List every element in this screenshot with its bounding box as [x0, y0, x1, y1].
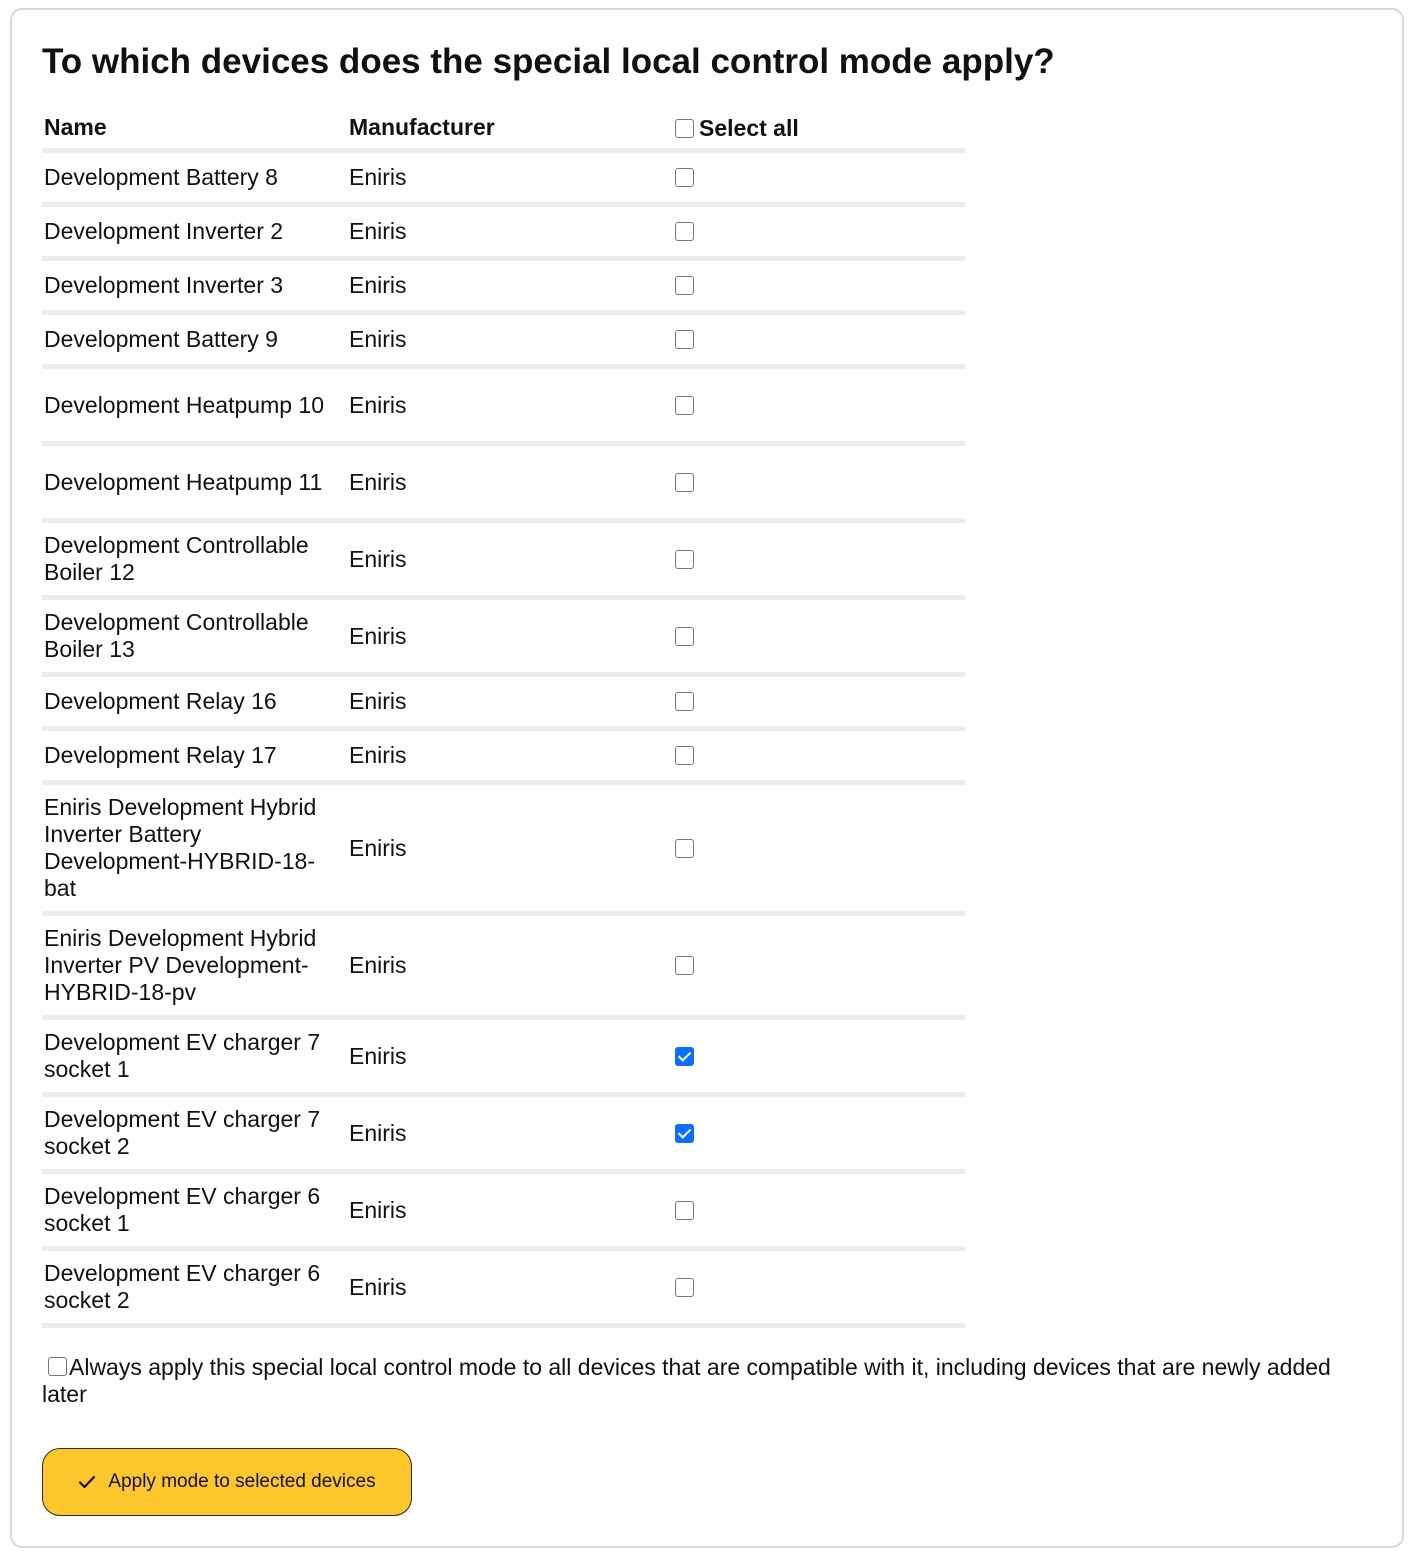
device-manufacturer: Eniris [349, 391, 407, 418]
device-select-checkbox[interactable] [675, 330, 694, 349]
device-select-checkbox[interactable] [675, 1047, 694, 1066]
device-manufacturer: Eniris [349, 1042, 407, 1069]
device-name: Development Heatpump 10 [44, 391, 324, 418]
device-manufacturer: Eniris [349, 164, 407, 190]
device-name: Development Battery 9 [44, 326, 278, 352]
table-row [42, 446, 965, 523]
device-select-checkbox[interactable] [675, 839, 694, 858]
device-manufacturer: Eniris [349, 952, 407, 978]
device-name: Eniris Development Hybrid Inverter Battery Development-HYBRID-18-bat [44, 794, 317, 901]
column-header-name: Name [44, 113, 107, 140]
device-name: Development Controllable Boiler 12 [44, 532, 309, 585]
device-name: Development Relay 16 [44, 688, 277, 714]
device-manufacturer: Eniris [349, 1119, 407, 1146]
select-all-checkbox[interactable] [675, 119, 694, 138]
table-row [42, 785, 965, 916]
device-manufacturer: Eniris [349, 622, 407, 649]
device-manufacturer: Eniris [349, 326, 407, 352]
apply-mode-button-label: Apply mode to selected devices [108, 1471, 376, 1492]
device-select-checkbox[interactable] [675, 396, 694, 415]
table-row [42, 315, 965, 369]
table-row [42, 916, 965, 1020]
table-row [42, 677, 965, 731]
device-select-checkbox[interactable] [675, 276, 694, 295]
device-manufacturer: Eniris [349, 545, 407, 572]
table-row [42, 600, 965, 677]
device-manufacturer: Eniris [349, 1273, 407, 1300]
table-row [42, 153, 965, 207]
device-select-checkbox[interactable] [675, 168, 694, 187]
device-name: Eniris Development Hybrid Inverter PV Development-HYBRID-18-pv [44, 925, 317, 1005]
device-select-checkbox[interactable] [675, 627, 694, 646]
always-apply-checkbox[interactable] [48, 1357, 67, 1376]
select-all-control[interactable] [675, 115, 799, 142]
device-name: Development Battery 8 [44, 164, 278, 190]
device-select-checkbox[interactable] [675, 746, 694, 765]
select-all-label: Select all [699, 114, 799, 141]
device-manufacturer: Eniris [349, 272, 407, 298]
device-name: Development EV charger 6 socket 1 [44, 1183, 321, 1236]
table-row [42, 1020, 965, 1097]
device-name: Development Inverter 3 [44, 272, 284, 298]
table-row [42, 369, 965, 446]
device-select-checkbox[interactable] [675, 1278, 694, 1297]
table-row [42, 523, 965, 600]
device-name: Development Heatpump 11 [44, 468, 323, 495]
device-select-checkbox[interactable] [675, 550, 694, 569]
device-name: Development EV charger 6 socket 2 [44, 1260, 321, 1313]
device-select-checkbox[interactable] [675, 1124, 694, 1143]
table-body [42, 153, 965, 1328]
check-icon [78, 1475, 96, 1489]
device-manufacturer: Eniris [349, 468, 407, 495]
device-select-checkbox[interactable] [675, 222, 694, 241]
device-name: Development Inverter 2 [44, 218, 284, 244]
device-manufacturer: Eniris [349, 834, 407, 861]
always-apply-option[interactable] [42, 1354, 1342, 1408]
device-select-checkbox[interactable] [675, 473, 694, 492]
device-name: Development Relay 17 [44, 742, 277, 768]
device-manufacturer: Eniris [349, 742, 407, 768]
page-title: To which devices does the special local control mode apply? [42, 42, 1055, 81]
devices-table [42, 106, 965, 1328]
device-name: Development EV charger 7 socket 1 [44, 1029, 321, 1082]
table-row [42, 207, 965, 261]
device-manufacturer: Eniris [349, 1196, 407, 1223]
device-name: Development EV charger 7 socket 2 [44, 1106, 321, 1159]
apply-mode-button[interactable] [42, 1448, 412, 1516]
table-row [42, 261, 965, 315]
device-select-checkbox[interactable] [675, 1201, 694, 1220]
table-row [42, 731, 965, 785]
device-select-checkbox[interactable] [675, 692, 694, 711]
device-select-checkbox[interactable] [675, 956, 694, 975]
table-header [42, 106, 965, 153]
column-header-manufacturer: Manufacturer [349, 113, 495, 140]
table-row [42, 1097, 965, 1174]
always-apply-label: Always apply this special local control mode to all devices that are compatible with it, including devices that are newly added later [42, 1354, 1331, 1407]
table-row [42, 1251, 965, 1328]
device-name: Development Controllable Boiler 13 [44, 609, 309, 662]
table-row [42, 1174, 965, 1251]
device-selection-card [10, 8, 1404, 1548]
device-manufacturer: Eniris [349, 218, 407, 244]
device-manufacturer: Eniris [349, 688, 407, 714]
